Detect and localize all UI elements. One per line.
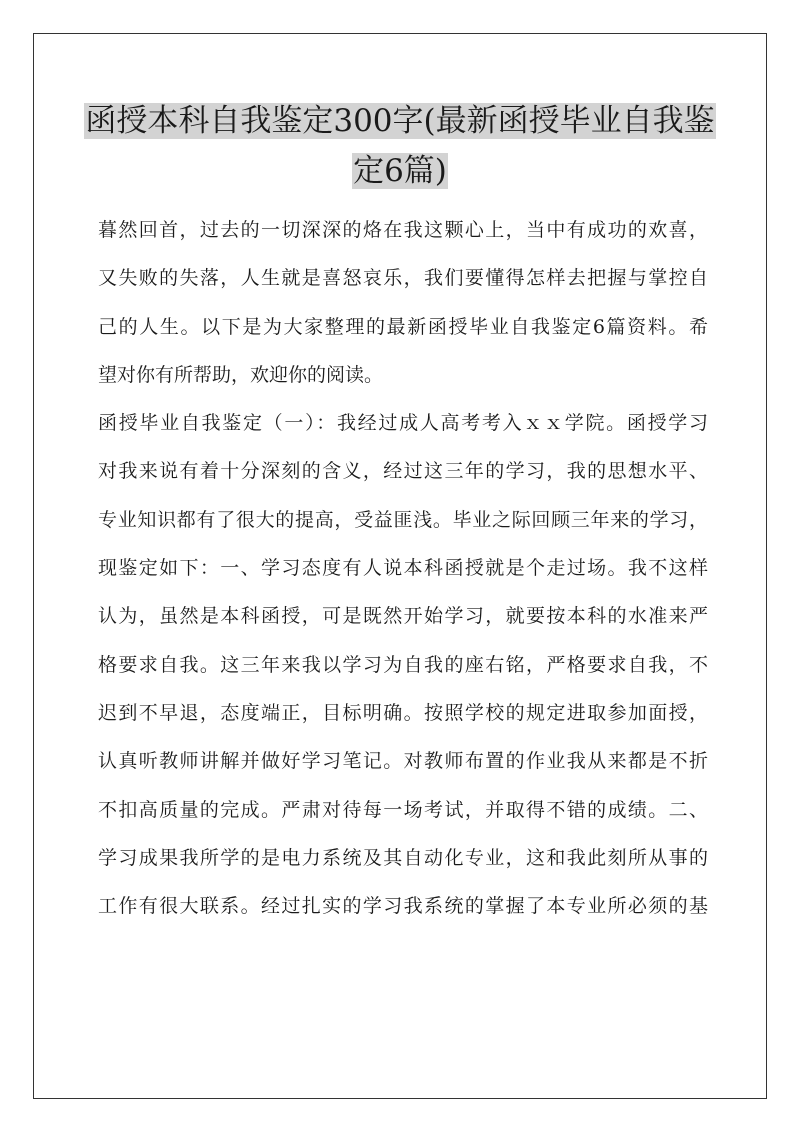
paragraph-appraisal-1 xyxy=(98,399,708,930)
text-line: 暮然回首，过去的一切深深的烙在我这颗心上，当中有成功的欢喜， xyxy=(98,219,708,241)
text-line: 迟到不早退，态度端正，目标明确。按照学校的规定进取参加面授， xyxy=(98,701,708,724)
text-line: 望对你有所帮助，欢迎你的阅读。 xyxy=(98,363,384,386)
text-line: 不扣高质量的完成。严肃对待每一场考试，并取得不错的成绩。二、 xyxy=(98,798,708,821)
text-line: 对我来说有着十分深刻的含义，经过这三年的学习，我的思想水平、 xyxy=(98,460,708,483)
text-line: 格要求自我。这三年来我以学习为自我的座右铭，严格要求自我，不 xyxy=(98,653,708,676)
title-line-2-text: 定6篇) xyxy=(353,153,447,189)
text-line: 认为，虽然是本科函授，可是既然开始学习，就要按本科的水准来严 xyxy=(98,605,708,628)
text-line: 又失败的失落，人生就是喜怒哀乐，我们要懂得怎样去把握与掌控自 xyxy=(98,267,708,290)
title-line-2 xyxy=(80,146,720,196)
paragraph-intro xyxy=(98,206,708,399)
title-line-1 xyxy=(80,96,720,146)
text-line: 现鉴定如下：一、学习态度有人说本科函授就是个走过场。我不这样 xyxy=(98,557,708,580)
text-line: 工作有很大联系。经过扎实的学习我系统的掌握了本专业所必须的基 xyxy=(98,895,708,918)
title-line-1-text: 函授本科自我鉴定300字(最新函授毕业自我鉴 xyxy=(85,103,715,139)
text-line: 函授毕业自我鉴定（一）：我经过成人高考考入ｘｘ学院。函授学习 xyxy=(98,412,708,435)
text-line: 专业知识都有了很大的提高，受益匪浅。毕业之际回顾三年来的学习， xyxy=(98,508,708,531)
document-body xyxy=(98,206,708,930)
text-line: 认真听教师讲解并做好学习笔记。对教师布置的作业我从来都是不折 xyxy=(98,750,708,773)
text-line: 己的人生。以下是为大家整理的最新函授毕业自我鉴定6篇资料。希 xyxy=(98,315,708,338)
text-line: 学习成果我所学的是电力系统及其自动化专业，这和我此刻所从事的 xyxy=(98,846,708,869)
document-title xyxy=(80,96,720,196)
